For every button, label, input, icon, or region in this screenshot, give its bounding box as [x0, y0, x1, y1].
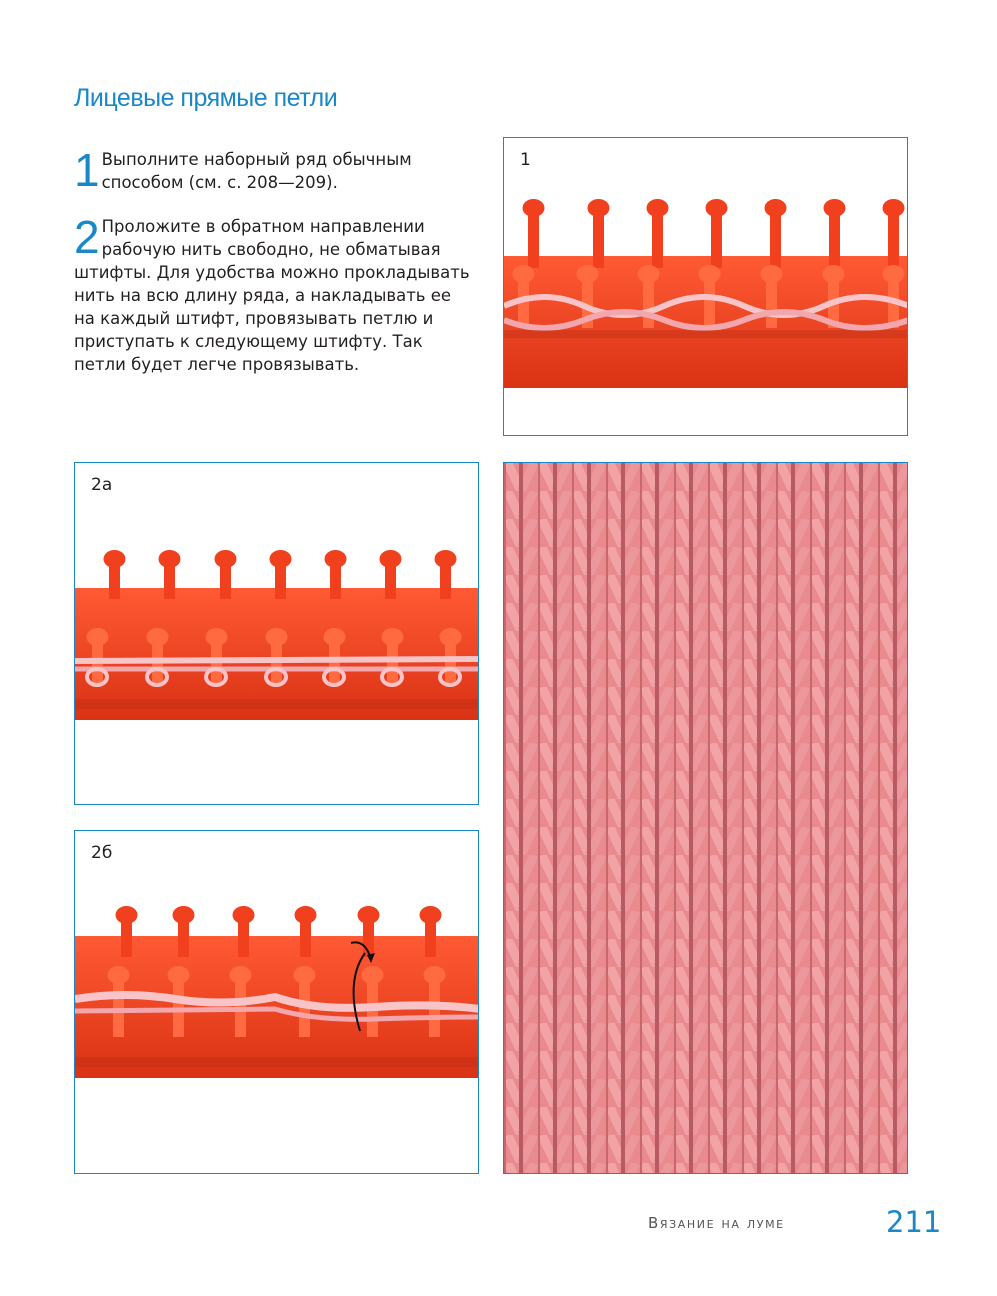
panel-2a-label: 2а [91, 475, 113, 495]
step-2-number: 2 [74, 211, 100, 263]
knitted-fabric-photo [503, 462, 908, 1174]
step-1 [74, 144, 474, 196]
footer-section-title: Вязание на луме [648, 1214, 785, 1232]
loom-photo-2b [75, 831, 479, 1174]
knit-texture [504, 463, 908, 1174]
loom-photo-1 [504, 138, 908, 436]
page-title: Лицевые прямые петли [74, 84, 338, 112]
panel-1-label: 1 [520, 150, 531, 170]
step-1-text: Выполните наборный ряд обычным способом (см. с. 208—209). [101, 150, 412, 192]
step-2-text: Проложите в обратном направлении рабочую нить свободно, не обматывая штифты. Для удобства можно прокладывать нить на всю длину ряда, а накладывать ее на каждый штифт, провязывать петлю и приступать к следующему штифту. Так петли будет легче провязывать. [74, 217, 470, 374]
photo-panel-2b [74, 830, 479, 1174]
step-2 [74, 211, 474, 376]
page-number: 211 [886, 1205, 942, 1239]
step-1-number: 1 [74, 144, 100, 196]
panel-2b-label: 2б [91, 843, 113, 863]
photo-panel-2a [74, 462, 479, 805]
photo-panel-1 [503, 137, 908, 436]
loom-photo-2a [75, 463, 479, 805]
